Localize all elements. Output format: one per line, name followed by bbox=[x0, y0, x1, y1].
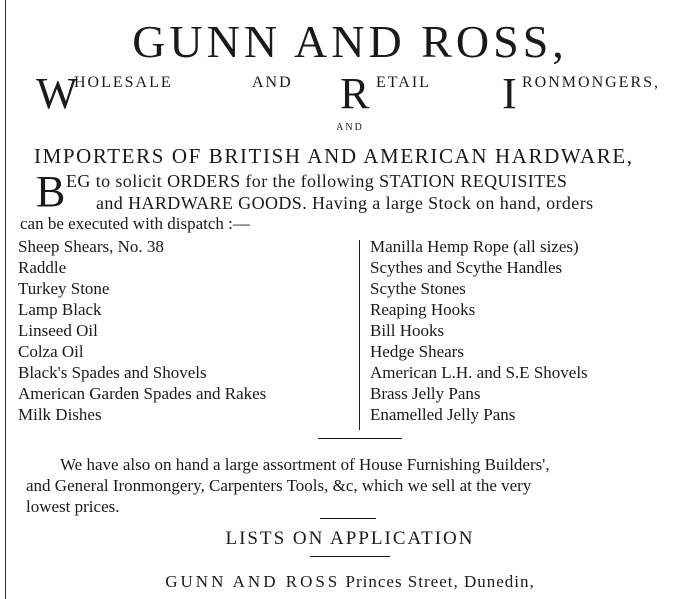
paragraph-line-1: We have also on hand a large assortment of House Furnishing Builders', bbox=[60, 455, 550, 474]
intro-line-1: EG to solicit ORDERS for the following STATION REQUISITES bbox=[66, 171, 568, 191]
column-divider bbox=[359, 240, 360, 430]
list-item: Colza Oil bbox=[18, 342, 84, 361]
subtitle-and: AND bbox=[252, 74, 293, 91]
list-item: Manilla Hemp Rope (all sizes) bbox=[370, 237, 579, 256]
list-item: Bill Hooks bbox=[370, 321, 445, 340]
section-rule bbox=[318, 438, 402, 439]
stock-paragraph bbox=[26, 454, 676, 517]
list-item: Enamelled Jelly Pans bbox=[370, 405, 516, 424]
intro-line-3: can be executed with dispatch :— bbox=[20, 214, 250, 233]
list-item: Brass Jelly Pans bbox=[370, 384, 481, 403]
retail-rest: ETAIL bbox=[376, 74, 431, 91]
footer-street: Princes Street, Dunedin, bbox=[345, 572, 535, 591]
paragraph-line-2: and General Ironmongery, Carpenters Tools, &c, which we sell at the very bbox=[26, 476, 532, 495]
footer-address bbox=[0, 572, 700, 592]
list-item: Scythes and Scythe Handles bbox=[370, 258, 563, 277]
company-title: GUNN AND ROSS, bbox=[132, 16, 568, 67]
paragraph-line-3: lowest prices. bbox=[26, 497, 120, 516]
wholesale-initial: W bbox=[36, 69, 78, 118]
list-item: Black's Spades and Shovels bbox=[18, 363, 207, 382]
list-item: Sheep Shears, No. 38 bbox=[18, 237, 164, 256]
iron-rest: RONMONGERS, bbox=[522, 74, 661, 91]
items-left-column bbox=[18, 236, 266, 425]
section-rule bbox=[320, 518, 376, 519]
footer-company-name: GUNN AND ROSS bbox=[165, 572, 341, 591]
list-item: Milk Dishes bbox=[18, 405, 102, 424]
section-rule bbox=[310, 556, 390, 557]
subtitle-line bbox=[30, 69, 690, 118]
list-item: Turkey Stone bbox=[18, 279, 110, 298]
intro-drop-cap: B bbox=[36, 167, 66, 216]
and-connector: AND bbox=[336, 122, 364, 133]
list-item: American L.H. and S.E Shovels bbox=[370, 363, 588, 382]
iron-initial: I bbox=[502, 69, 517, 118]
list-item: American Garden Spades and Rakes bbox=[18, 384, 267, 403]
left-border-line bbox=[5, 0, 6, 599]
retail-initial: R bbox=[340, 69, 370, 118]
items-right-column bbox=[370, 236, 588, 425]
list-item: Hedge Shears bbox=[370, 342, 464, 361]
list-item: Lamp Black bbox=[18, 300, 102, 319]
list-item: Linseed Oil bbox=[18, 321, 98, 340]
importers-heading: IMPORTERS OF BRITISH AND AMERICAN HARDWARE, bbox=[34, 144, 634, 168]
wholesale-rest: HOLESALE bbox=[74, 74, 173, 91]
list-item: Scythe Stones bbox=[370, 279, 466, 298]
intro-line-2: and HARDWARE GOODS. Having a large Stock on hand, orders bbox=[96, 193, 594, 213]
list-item: Raddle bbox=[18, 258, 67, 277]
list-item: Reaping Hooks bbox=[370, 300, 476, 319]
lists-on-application: LISTS ON APPLICATION bbox=[225, 528, 475, 549]
